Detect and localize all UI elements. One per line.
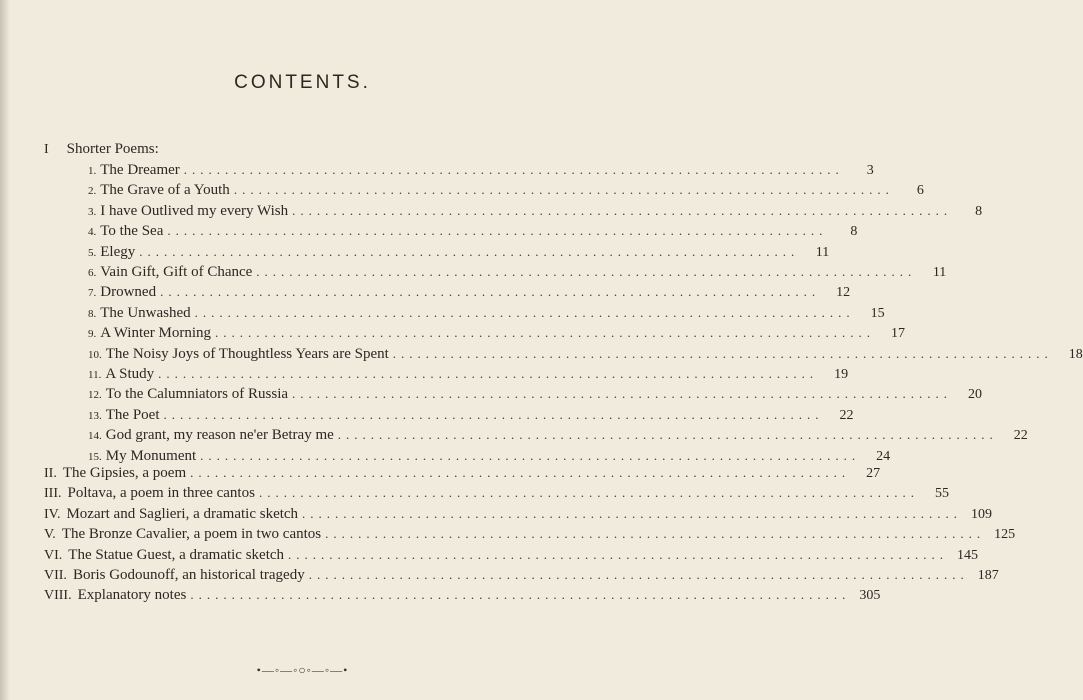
entry-page: 20 [968,387,983,403]
entry-number: 2. [88,185,97,198]
entry-title: The Dreamer [100,162,180,178]
entry-number: 6. [88,267,97,279]
entry-title: A Winter Morning [100,325,212,342]
entry-number: 13. [88,409,102,422]
entry-page: 12 [836,285,851,301]
entry-page: 305 [859,588,881,604]
entry-title: God grant, my reason ne'er Betray me [105,427,334,444]
dot-leader: ................................................................................ [194,304,855,320]
entry-page: 18 [1068,346,1083,362]
dot-leader: ................................................................................ [258,485,919,501]
entry-page: 11 [815,244,830,260]
entry-page: 15 [870,305,885,321]
contents-title: CONTENTS. [234,72,371,93]
entry-title: The Bronze Cavalier, a poem in two cantos [61,526,322,543]
entry-page: 11 [932,265,947,280]
toc-entry-section [44,504,993,524]
ornament-divider: •—◦—◦○◦—◦—• [256,663,349,677]
toc-entry-poem [88,201,983,221]
entry-page: 17 [891,326,906,342]
toc-entry-poem [88,405,854,425]
toc-entry-poem [88,344,1083,364]
dot-leader: ................................................................................ [302,505,963,521]
entry-title: Vain Gift, Gift of Chance [100,264,253,280]
entry-roman: VIII. [44,588,72,604]
entry-number: 9. [88,328,97,341]
entry-page: 55 [934,486,949,502]
entry-title: The Poet [105,406,160,423]
entry-page: 3 [866,163,874,178]
entry-page: 145 [957,547,979,563]
entry-page: 22 [1013,428,1028,444]
dot-leader: ................................................................................ [160,284,821,300]
toc-entry-poem [88,425,1028,445]
entry-title: The Unwashed [100,304,191,321]
toc-entry-section [44,545,979,565]
entry-page: 22 [839,407,854,423]
entry-title: To the Calumniators of Russia [105,386,289,403]
entry-page: 24 [876,448,891,464]
entry-page: 125 [994,527,1016,543]
entry-title: The Gipsies, a poem [62,465,187,481]
toc-entry-poem [88,180,924,200]
entry-roman: II. [44,466,57,481]
dot-leader: ................................................................................ [190,587,851,603]
dot-leader: ................................................................................ [233,182,894,198]
section-label: Shorter Poems: [66,141,159,157]
entry-title: Mozart and Saglieri, a dramatic sketch [66,505,299,522]
entry-number: 3. [88,205,97,218]
entry-number: 1. [88,165,97,177]
entry-number: 10. [88,348,102,361]
entry-roman: IV. [44,506,61,522]
toc-section-i [44,139,524,159]
toc-entry-section [44,524,1016,544]
toc-entry-section [44,463,881,483]
entry-page: 6 [916,183,924,199]
toc-entry-section [44,585,881,605]
dot-leader: ................................................................................ [158,366,819,381]
entry-title: To the Sea [100,223,164,240]
entry-roman: V. [44,527,56,543]
toc-entry-poem [88,303,885,323]
section-roman: I [44,142,49,157]
entry-number: 11. [88,369,102,381]
toc-entry-poem [88,282,851,302]
dot-leader: ................................................................................ [167,223,828,239]
entry-roman: VII. [44,568,67,583]
toc-entry-poem [88,160,874,180]
entry-title: The Noisy Joys of Thoughtless Years are Spent [105,345,389,362]
toc-entry-poem [88,221,858,241]
entry-number: 15. [88,450,102,463]
entry-page: 8 [975,203,983,219]
entry-number: 7. [88,287,97,300]
dot-leader: ................................................................................ [308,567,969,582]
entry-page: 19 [834,367,849,382]
toc-entry-poem [88,364,849,384]
entry-title: Drowned [100,284,157,301]
entry-title: Elegy [100,243,136,260]
dot-leader: ................................................................................ [392,345,1053,361]
dot-leader: ................................................................................ [163,406,824,422]
entry-title: Poltava, a poem in three cantos [67,485,255,502]
entry-number: 5. [88,246,97,259]
entry-roman: III. [44,486,62,502]
entry-title: Explanatory notes [77,587,187,604]
dot-leader: ................................................................................ [190,465,851,480]
dot-leader: ................................................................................ [200,447,861,463]
entry-page: 8 [850,224,858,240]
entry-roman: VI. [44,547,63,563]
entry-title: I have Outlived my every Wish [100,202,289,219]
dot-leader: ................................................................................ [183,162,844,177]
entry-title: My Monument [105,447,197,464]
toc-entry-poem [88,262,947,282]
entry-title: Boris Godounoff, an historical tragedy [72,567,305,583]
entry-page: 187 [977,568,999,583]
entry-page: 27 [866,466,881,481]
entry-title: The Grave of a Youth [100,182,230,199]
toc-entry-poem [88,384,983,404]
entry-number: 8. [88,307,97,320]
dot-leader: ................................................................................ [325,526,986,542]
toc-entry-poem [88,323,906,343]
dot-leader: ................................................................................ [215,325,876,341]
dot-leader: ................................................................................ [337,427,998,443]
dot-leader: ................................................................................ [139,243,800,259]
toc-entry-section [44,483,949,503]
entry-number: 4. [88,226,97,239]
dot-leader: ................................................................................ [292,202,953,218]
toc-entry-section [44,565,999,585]
dot-leader: ................................................................................ [288,546,949,562]
dot-leader: ................................................................................ [256,264,917,279]
entry-page: 109 [971,506,993,522]
entry-number: 14. [88,430,102,443]
dot-leader: ................................................................................ [292,386,953,402]
entry-title: A Study [105,366,155,382]
entry-number: 12. [88,389,102,402]
toc-entry-poem [88,242,830,262]
entry-title: The Statue Guest, a dramatic sketch [68,546,285,563]
